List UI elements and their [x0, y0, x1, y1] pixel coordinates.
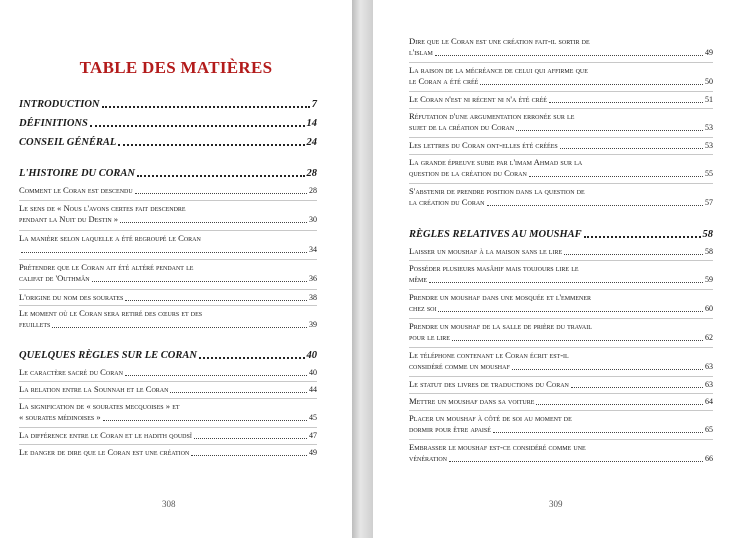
separator [409, 260, 713, 261]
toc-entry[interactable]: Prétendre que le Coran ait été altéré pendant le califat de 'Outhmân 36 [19, 262, 317, 283]
toc-section-heading[interactable]: RÈGLES RELATIVES AU MOUSHAF 58 [409, 229, 713, 240]
separator [19, 398, 317, 399]
toc-entry[interactable]: Laisser un moushaf à la maison sans le lire 58 [409, 246, 713, 256]
separator [409, 91, 713, 92]
toc-entry[interactable]: Réfutation d'une argumentation erronée sur le sujet de la création du Coran 53 [409, 111, 713, 132]
separator [19, 381, 317, 382]
toc-entry[interactable]: La grande épreuve subie par l'imam Ahmad sur la question de la création du Coran 55 [409, 157, 713, 178]
separator [409, 137, 713, 138]
separator [409, 439, 713, 440]
book-gutter [352, 0, 373, 538]
toc-entry[interactable]: CONSEIL GÉNÉRAL 24 [19, 137, 317, 148]
toc-entry[interactable]: Le statut des livres de traductions du Coran 63 [409, 379, 713, 389]
separator [19, 230, 317, 231]
page-title: TABLE DES MATIÈRES [79, 58, 273, 77]
separator [409, 154, 713, 155]
toc-entry[interactable]: Placer un moushaf à côté de soi au moment de dormir pour être apaisé 65 [409, 413, 713, 434]
page-number: 308 [162, 499, 176, 509]
right-page [373, 0, 741, 538]
toc-entry[interactable]: La signification de « sourates mecquoises » et « sourates médinoises » 45 [19, 401, 317, 422]
separator [19, 427, 317, 428]
separator [409, 183, 713, 184]
toc-entry[interactable]: Prendre un moushaf de la salle de prière du travail pour le lire 62 [409, 321, 713, 342]
toc-entry[interactable]: Le sens de « Nous l'avons certes fait descendre pendant la Nuit du Destin » 30 [19, 203, 317, 224]
toc-entry[interactable]: Prendre un moushaf dans une mosquée et l'emmener chez soi 60 [409, 292, 713, 313]
toc-entry[interactable]: La différence entre le Coran et le hadith qoudsî 47 [19, 430, 317, 440]
left-page [0, 0, 352, 538]
separator [19, 444, 317, 445]
separator [19, 200, 317, 201]
separator [409, 410, 713, 411]
separator [19, 289, 317, 290]
toc-entry[interactable]: L'origine du nom des sourates 38 [19, 292, 317, 302]
toc-entry[interactable]: Le Coran n'est ni récent ni n'a été créé 51 [409, 94, 713, 104]
toc-section-heading[interactable]: L'HISTOIRE DU CORAN 28 [19, 168, 317, 179]
separator [409, 318, 713, 319]
separator [409, 62, 713, 63]
toc-entry[interactable]: Dire que le Coran est une création fait-il sortir de l'islam 49 [409, 36, 713, 57]
separator [19, 305, 317, 306]
toc-entry[interactable]: DÉFINITIONS 14 [19, 118, 317, 129]
separator [409, 393, 713, 394]
toc-entry[interactable]: S'abstenir de prendre position dans la question de la création du Coran 57 [409, 186, 713, 207]
page-number: 309 [549, 499, 563, 509]
separator [409, 376, 713, 377]
toc-entry[interactable]: La manière selon laquelle a été regroupé le Coran 34 [19, 233, 317, 254]
toc-entry[interactable]: Le téléphone contenant le Coran écrit est-il considéré comme un moushaf 63 [409, 350, 713, 371]
separator [19, 259, 317, 260]
toc-entry[interactable]: Les lettres du Coran ont-elles été créées 53 [409, 140, 713, 150]
toc-entry[interactable]: Comment le Coran est descendu 28 [19, 185, 317, 195]
toc-entry[interactable]: INTRODUCTION 7 [19, 99, 317, 110]
toc-section-heading[interactable]: QUELQUES RÈGLES SUR LE CORAN 40 [19, 350, 317, 361]
separator [409, 108, 713, 109]
separator [409, 289, 713, 290]
toc-entry[interactable]: La relation entre la Sounnah et le Coran 44 [19, 384, 317, 394]
toc-entry[interactable]: Le danger de dire que le Coran est une création 49 [19, 447, 317, 457]
toc-entry[interactable]: Le caractère sacré du Coran 40 [19, 367, 317, 377]
toc-entry[interactable]: Le moment où le Coran sera retiré des cœurs et des feuillets 39 [19, 308, 317, 329]
toc-entry[interactable]: La raison de la mécréance de celui qui affirme que le Coran a été créé 50 [409, 65, 713, 86]
separator [409, 347, 713, 348]
toc-entry[interactable]: Mettre un moushaf dans sa voiture 64 [409, 396, 713, 406]
toc-entry[interactable]: Embrasser le moushaf est-ce considéré comme une vénération 66 [409, 442, 713, 463]
toc-entry[interactable]: Posséder plusieurs masâhif mais toujours lire le même 59 [409, 263, 713, 284]
